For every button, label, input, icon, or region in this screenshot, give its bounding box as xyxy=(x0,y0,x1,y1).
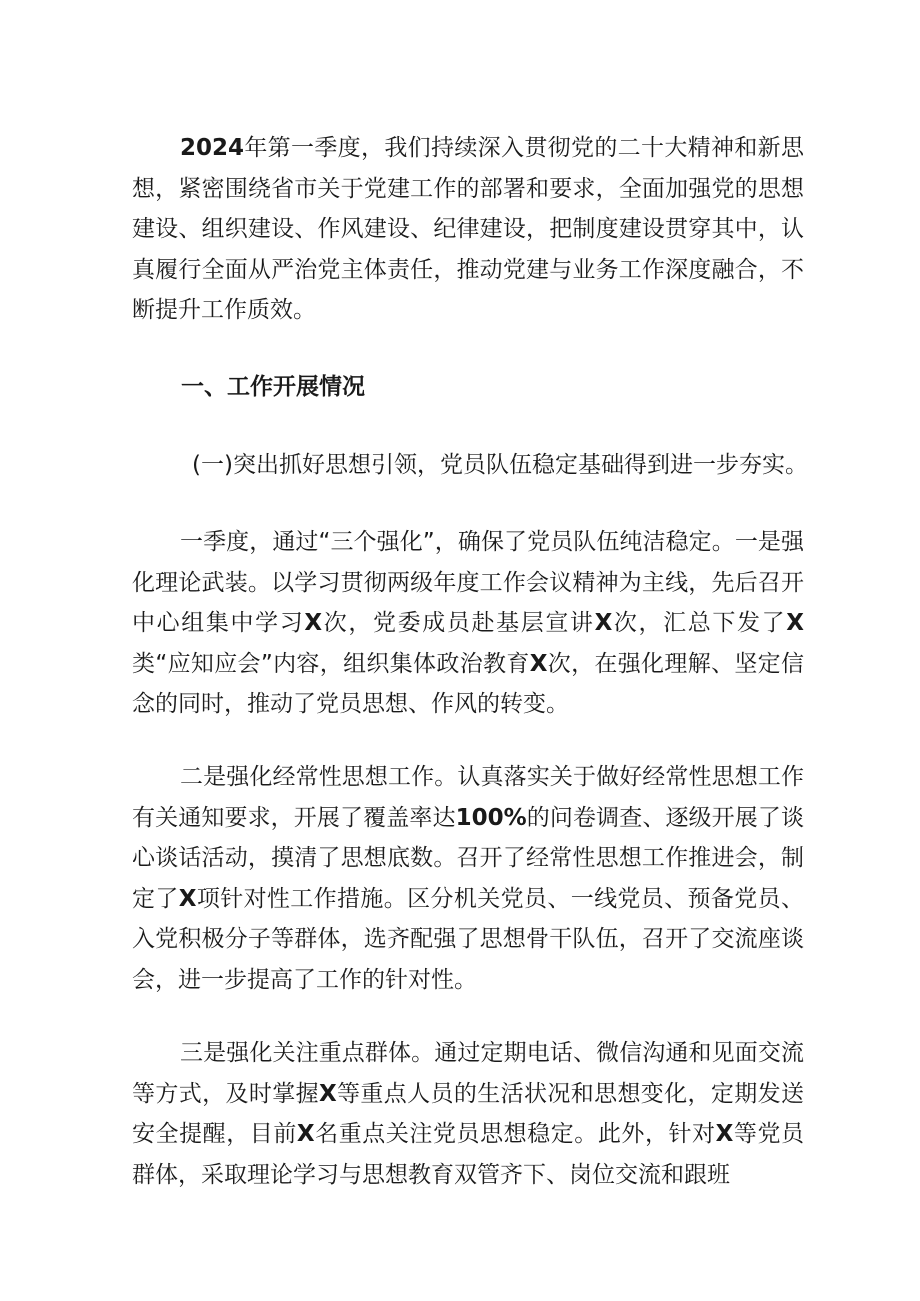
text-run: 次，在强化理解、坚定信念的同时，推动了党员思想、作风的转变。 xyxy=(132,650,804,717)
placeholder-x: X xyxy=(178,885,197,912)
text-run: 的问卷调查、逐级开展了谈心谈话活动，摸清了思想底数。召开了经常性思想工作推进会，制定了 xyxy=(132,804,805,912)
text-run: 等党员群体，采取理论学习与思想教育双管齐下、岗位交流和跟班 xyxy=(132,1121,805,1188)
text-run: 二是强化经常性思想工作。认真落实关于做好经常性思想工作有关通知要求，开展了覆盖率达 xyxy=(132,764,804,831)
text-run: 一季度，通过“三个强化”，确保了党员队伍纯洁稳定。一是强化理论武装。以学习贯彻两级年度工作会议精神为主线，先后召开中心组集中学习 xyxy=(132,529,804,636)
text-run: 次，党委成员赴基层宣讲 xyxy=(322,610,595,636)
intro-paragraph xyxy=(132,128,804,331)
placeholder-x: X xyxy=(715,1121,734,1147)
paragraph-theory xyxy=(132,522,804,725)
paragraph-regular-work xyxy=(132,757,804,1000)
text-run: 名重点关注党员思想稳定。此外，针对 xyxy=(314,1121,716,1147)
subsection-heading-ideology: (一)突出抓好思想引领，党员队伍稳定基础得到进一步夯实。 xyxy=(192,452,808,478)
text-run: 类“应知应会”内容，组织集体政治教育 xyxy=(132,650,530,677)
placeholder-x: X xyxy=(786,610,805,636)
intro-text: 年第一季度，我们持续深入贯彻党的二十大精神和新思想，紧密围绕省市关于党建工作的部署和要求，全面加强党的思想建设、组织建设、作风建设、纪律建设，把制度建设贯穿其中，认真履行全面从严治党主体责任，推动党建与业务工作深度融合，不断提升工作质效。 xyxy=(132,135,804,323)
year-text: 2024 xyxy=(180,135,245,161)
placeholder-x: X xyxy=(594,610,613,636)
text-run: 次，汇总下发了 xyxy=(612,610,787,636)
text-run: 三是强化关注重点群体。通过定期电话、微信沟通和见面交流等方式，及时掌握 xyxy=(132,1040,804,1107)
text-run: 项针对性工作措施。区分机关党员、一线党员、预备党员、入党积极分子等群体，选齐配强了思想骨干队伍，召开了交流座谈会，进一步提高了工作的针对性。 xyxy=(132,885,805,993)
percentage-value: 100% xyxy=(455,804,527,831)
placeholder-x: X xyxy=(318,1080,337,1107)
text-run: 等重点人员的生活状况和思想变化，定期发送安全提醒，目前 xyxy=(132,1080,805,1147)
placeholder-x: X xyxy=(296,1121,315,1147)
placeholder-x: X xyxy=(304,610,323,636)
placeholder-x: X xyxy=(529,650,548,677)
paragraph-key-groups xyxy=(132,1033,804,1195)
section-heading-work-status: 一、工作开展情况 xyxy=(181,374,365,400)
